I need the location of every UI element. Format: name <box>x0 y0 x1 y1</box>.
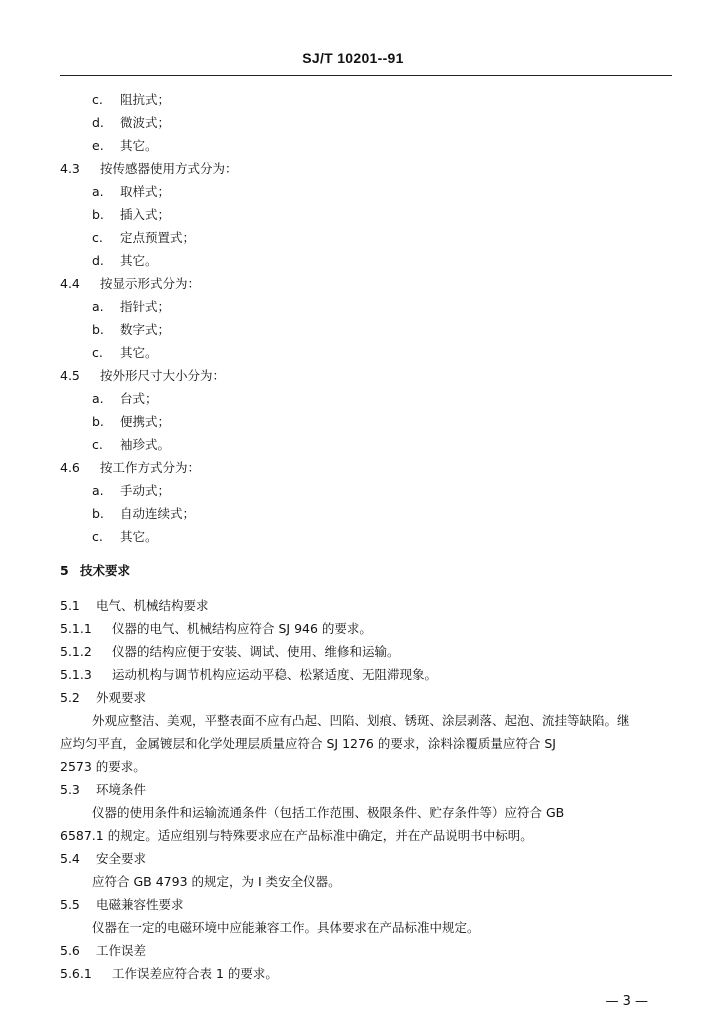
clause-heading: 5.3 环境条件 <box>60 782 147 797</box>
header-rule <box>60 75 672 76</box>
list-item: d. 其它。 <box>92 253 158 268</box>
paragraph-line: 应均匀平直，金属镀层和化学处理层质量应符合 SJ 1276 的要求，涂料涂覆质量应符合 SJ <box>60 736 556 751</box>
list-item: c. 其它。 <box>92 345 158 360</box>
list-item: a. 手动式； <box>92 483 171 498</box>
list-item: c. 其它。 <box>92 529 158 544</box>
paragraph-line: 外观应整洁、美观，平整表面不应有凸起、凹陷、划痕、锈斑、涂层剥落、起泡、流挂等缺陷。继 <box>92 713 630 728</box>
paragraph-line: 仪器的使用条件和运输流通条件（包括工作范围、极限条件、贮存条件等）应符合 GB <box>92 805 565 820</box>
paragraph-line: 仪器在一定的电磁环境中应能兼容工作。具体要求在产品标准中规定。 <box>92 920 480 935</box>
list-item: d. 微波式； <box>92 115 171 130</box>
list-item: c. 阻抗式； <box>92 92 171 107</box>
clause-heading: 5.1 电气、机械结构要求 <box>60 598 209 613</box>
list-item: e. 其它。 <box>92 138 158 153</box>
clause: 5.1.1 仪器的电气、机械结构应符合 SJ 946 的要求。 <box>60 621 372 636</box>
clause-heading: 5.5 电磁兼容性要求 <box>60 897 184 912</box>
paragraph-line: 2573 的要求。 <box>60 759 146 774</box>
list-item: a. 台式； <box>92 391 158 406</box>
list-item: c. 袖珍式。 <box>92 437 171 452</box>
list-item: c. 定点预置式； <box>92 230 196 245</box>
clause-heading: 5.6 工作误差 <box>60 943 147 958</box>
list-item: b. 插入式； <box>92 207 171 222</box>
section-heading: 5 技术要求 <box>60 563 131 578</box>
clause-heading: 5.2 外观要求 <box>60 690 147 705</box>
paragraph-line: 应符合 GB 4793 的规定，为 I 类安全仪器。 <box>92 874 341 889</box>
list-item: b. 便携式； <box>92 414 171 429</box>
list-item: b. 自动连续式； <box>92 506 196 521</box>
paragraph-line: 6587.1 的规定。适应组别与特殊要求应在产品标准中确定，并在产品说明书中标明。 <box>60 828 533 843</box>
clause-heading: 4.6 按工作方式分为： <box>60 460 201 475</box>
clause-heading: 5.4 安全要求 <box>60 851 147 866</box>
clause: 5.6.1 工作误差应符合表 1 的要求。 <box>60 966 278 981</box>
clause: 5.1.3 运动机构与调节机构应运动平稳、松紧适度、无阻滞现象。 <box>60 667 438 682</box>
clause: 5.1.2 仪器的结构应便于安装、调试、使用、维修和运输。 <box>60 644 400 659</box>
list-item: b. 数字式； <box>92 322 171 337</box>
page-number: — 3 — <box>605 994 648 1009</box>
page-header: SJ/T 10201--91 <box>302 50 404 66</box>
list-item: a. 取样式； <box>92 184 171 199</box>
clause-heading: 4.3 按传感器使用方式分为： <box>60 161 238 176</box>
clause-heading: 4.5 按外形尺寸大小分为： <box>60 368 226 383</box>
list-item: a. 指针式； <box>92 299 171 314</box>
clause-heading: 4.4 按显示形式分为： <box>60 276 201 291</box>
